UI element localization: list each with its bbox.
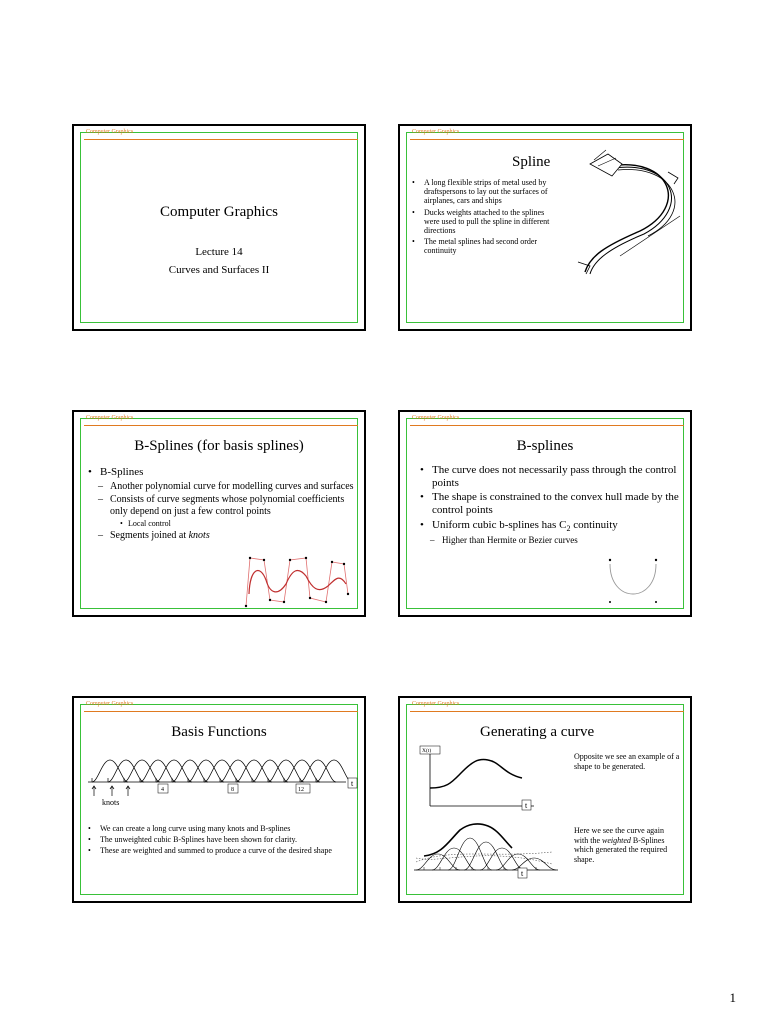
slide-4 (398, 410, 692, 617)
sub-bullet: – Consists of curve segments whose polynomial coefficients only depend on just a few control points (88, 494, 358, 517)
slide-2 (398, 124, 692, 331)
knots-emphasis: knots (188, 530, 210, 542)
sub-bullet: – Another polynomial curve for modelling curves and surfaces (88, 481, 358, 493)
slide-5-title: Basis Functions (171, 724, 267, 740)
bullet: • We can create a long curve using many knots and B-splines (88, 824, 348, 833)
slide-3 (72, 410, 366, 617)
page-number: 1 (729, 990, 736, 1005)
weighted-text-end: B-Splines which generated the required shape. (574, 835, 668, 864)
bspline-u-curve-illustration (600, 554, 666, 606)
slide-header-label: Computer Graphics (86, 701, 134, 707)
sub-sub-bullet: • Local control (88, 519, 358, 528)
slide-3-bullets (88, 466, 358, 544)
knot-label: 4 (161, 787, 164, 793)
weighted-emphasis: weighted (602, 835, 631, 845)
slide-1-title: Computer Graphics (160, 204, 278, 220)
weighted-bsplines-plot (412, 818, 562, 882)
bullet: • B-Splines (88, 466, 358, 479)
knots-label: knots (102, 798, 120, 807)
bullet: • These are weighted and summed to produce a curve of the desired shape (88, 846, 348, 855)
header-rule (84, 139, 358, 140)
slide-header-label: Computer Graphics (412, 129, 460, 135)
slide-6-text-1: Opposite we see an example of a shape to be generated. (574, 752, 680, 771)
continuity-subscript: 2 (566, 523, 571, 533)
basis-functions-plot (86, 752, 358, 808)
slide-4-bullets (420, 464, 682, 547)
header-rule (84, 425, 358, 426)
slide-header-label: Computer Graphics (86, 415, 134, 421)
weighted-text: Here we see the curve again with the (574, 826, 664, 845)
slide-6-title: Generating a curve (480, 724, 595, 740)
slide-1-lecture: Lecture 14 (195, 246, 243, 258)
t-axis-label: t (525, 801, 528, 810)
header-rule (84, 711, 358, 712)
bullet: • The shape is constrained to the convex hull made by the control points (420, 491, 682, 516)
slide-6 (398, 696, 692, 903)
slide-2-title: Spline (512, 154, 551, 170)
slide-2-bullets (412, 178, 554, 258)
target-shape-plot (418, 744, 544, 816)
continuity-text-end: continuity (570, 518, 618, 531)
slide-header-label: Computer Graphics (412, 701, 460, 707)
bullet (420, 519, 682, 533)
bullet: • The curve does not necessarily pass through the control points (420, 464, 682, 489)
knot-label: 12 (298, 787, 304, 793)
slide-3-title: B-Splines (for basis splines) (134, 438, 304, 454)
header-rule (410, 425, 684, 426)
knots-text: Segments joined at (110, 530, 189, 542)
slide-4-title: B-splines (516, 438, 574, 454)
axis-t-label: t (351, 779, 354, 788)
slide-header-label: Computer Graphics (86, 129, 134, 135)
slide-1-subtitle: Curves and Surfaces II (168, 264, 270, 276)
slide-5-bullets (88, 824, 348, 858)
spline-drawing-illustration (550, 136, 686, 276)
sub-bullet (88, 530, 358, 542)
t-axis-label: t (521, 869, 524, 878)
slide-1-frame (80, 132, 358, 323)
slide-1 (72, 124, 366, 331)
slide-6-text-2 (574, 826, 680, 864)
bullet: • The metal splines had second order continuity (412, 237, 554, 255)
bspline-example-illustration (240, 550, 352, 610)
slide-5 (72, 696, 366, 903)
sub-bullet: – Higher than Hermite or Bezier curves (420, 535, 682, 545)
bullet: • A long flexible strips of metal used by draftspersons to lay out the surfaces of airplanes, cars and ships (412, 178, 554, 206)
bullet: • The unweighted cubic B-Splines have been shown for clarity. (88, 835, 348, 844)
knot-label: 8 (231, 787, 234, 793)
bullet: • Ducks weights attached to the splines were used to pull the spline in different directions (412, 208, 554, 236)
y-axis-label: X(t) (422, 748, 432, 754)
slide-header-label: Computer Graphics (412, 415, 460, 421)
continuity-text: Uniform cubic b-splines has C (432, 518, 567, 531)
header-rule (410, 711, 684, 712)
